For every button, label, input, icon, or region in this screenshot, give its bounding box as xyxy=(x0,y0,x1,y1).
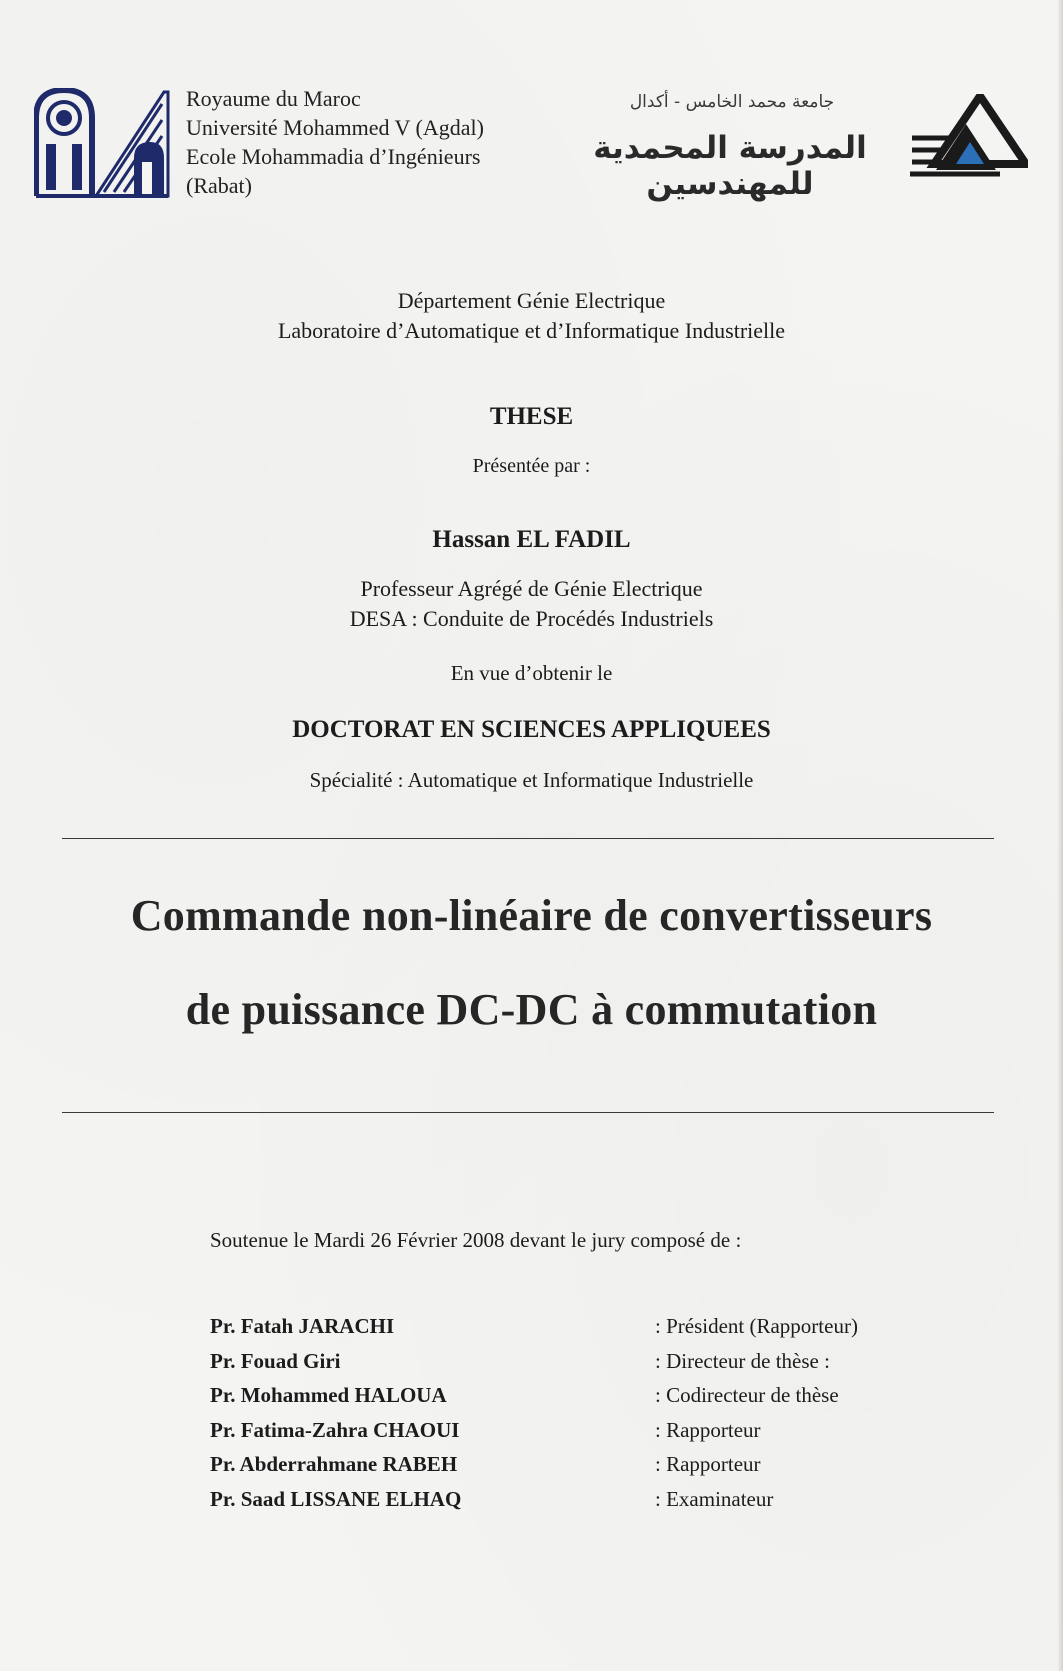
degree-name: DOCTORAT EN SCIENCES APPLIQUEES xyxy=(292,716,771,743)
university-emblem-logo xyxy=(34,88,170,198)
institution-line: Ecole Mohammadia d’Ingénieurs xyxy=(186,144,481,169)
author-title-line: DESA : Conduite de Procédés Industriels xyxy=(349,606,714,631)
jury-member-name: Pr. Fouad Giri xyxy=(210,1348,341,1373)
jury-member-name: Pr. Mohammed HALOUA xyxy=(210,1383,447,1407)
jury-row xyxy=(210,1349,930,1384)
jury-row xyxy=(210,1487,930,1522)
thesis-title-line2: de puissance DC-DC à commutation xyxy=(185,985,878,1034)
arabic-school-name: المدرسة المحمدية للمهندسين xyxy=(593,130,867,202)
emi-triangle-logo xyxy=(910,94,1028,180)
jury-row xyxy=(210,1314,930,1349)
author-name: Hassan EL FADIL xyxy=(432,526,631,553)
document-type-label: THESE xyxy=(489,403,574,430)
jury-member-role: : Président (Rapporteur) xyxy=(655,1314,858,1338)
presented-by-label: Présentée par : xyxy=(472,455,591,477)
arabic-university-name: جامعة محمد الخامس - أكدال xyxy=(629,92,835,112)
jury-member-role: : Codirecteur de thèse xyxy=(655,1383,839,1407)
jury-member-role: : Rapporteur xyxy=(655,1452,761,1476)
author-titles xyxy=(0,574,1063,634)
laboratory-name: Laboratoire d’Automatique et d’Informatique Industrielle xyxy=(277,318,786,343)
defense-statement: Soutenue le Mardi 26 Février 2008 devant le jury composé de : xyxy=(210,1228,742,1252)
jury-row xyxy=(210,1418,930,1453)
jury-member-name: Pr. Fatima-Zahra CHAOUI xyxy=(210,1417,460,1442)
jury-list xyxy=(210,1314,930,1521)
jury-member-role: : Rapporteur xyxy=(655,1417,761,1442)
speciality-line: Spécialité : Automatique et Informatique Industrielle xyxy=(309,768,754,792)
jury-member-role: : Examinateur xyxy=(655,1486,774,1511)
jury-member-name: Pr. Fatah JARACHI xyxy=(210,1314,395,1338)
institution-block xyxy=(186,84,484,200)
institution-line: Royaume du Maroc xyxy=(186,86,361,111)
jury-member-role: : Directeur de thèse : xyxy=(655,1348,830,1373)
institution-line: Université Mohammed V (Agdal) xyxy=(186,115,484,140)
jury-member-name: Pr. Abderrahmane RABEH xyxy=(210,1452,458,1476)
divider-top xyxy=(62,838,994,839)
divider-bottom xyxy=(62,1112,994,1113)
thesis-title-line1: Commande non-linéaire de convertisseurs xyxy=(130,891,933,940)
institution-line: (Rabat) xyxy=(186,173,252,198)
jury-row xyxy=(210,1452,930,1487)
department-name: Département Génie Electrique xyxy=(397,288,666,313)
jury-row xyxy=(210,1383,930,1418)
author-title-line: Professeur Agrégé de Génie Electrique xyxy=(360,576,703,601)
department-block xyxy=(0,286,1063,346)
page-edge-shadow xyxy=(1057,0,1063,1671)
obtain-label: En vue d’obtenir le xyxy=(450,661,613,685)
jury-member-name: Pr. Saad LISSANE ELHAQ xyxy=(210,1486,462,1511)
